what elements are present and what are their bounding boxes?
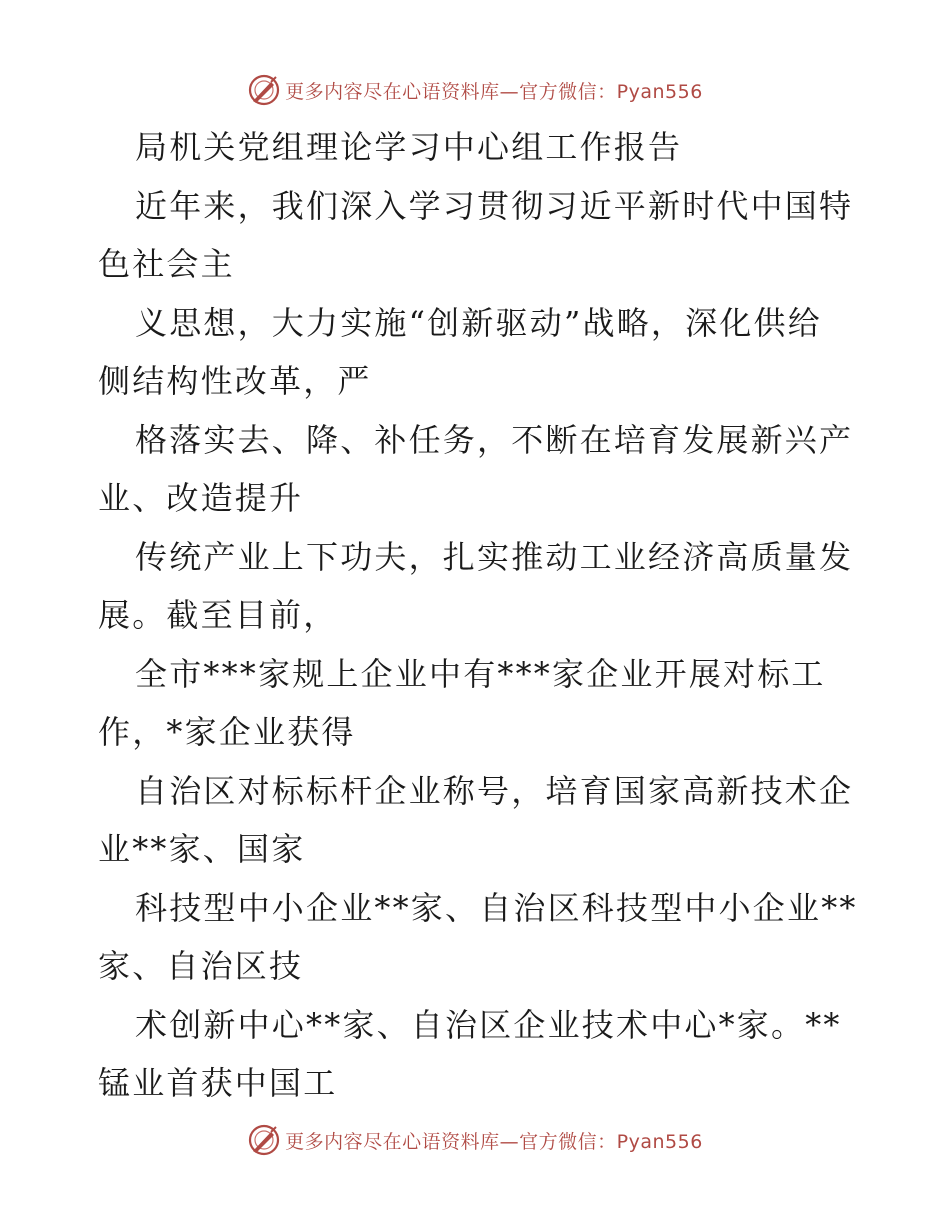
text-line: 近年来，我们深入学习贯彻习近平新时代中国特	[135, 186, 854, 225]
text-line: 义思想，大力实施“创新驱动”战略，深化供给	[135, 303, 822, 342]
text-line: 侧结构性改革，严	[98, 362, 372, 400]
text-line: 格落实去、降、补任务，不断在培育发展新兴产	[135, 420, 854, 459]
text-line: 业、改造提升	[98, 479, 304, 517]
header-banner	[0, 70, 950, 110]
text-line: 作，*家企业获得	[98, 713, 356, 751]
text-line: 全市***家规上企业中有***家企业开展对标工	[135, 654, 826, 693]
footer-banner	[0, 1120, 950, 1160]
banner-text: 更多内容尽在心语资料库—官方微信：Pyan556	[285, 1130, 703, 1153]
banner-text: 更多内容尽在心语资料库—官方微信：Pyan556	[285, 80, 703, 103]
text-line: 锰业首获中国工	[98, 1064, 338, 1102]
document-title: 局机关党组理论学习中心组工作报告	[135, 128, 683, 166]
text-line: 术创新中心**家、自治区企业技术中心*家。**	[135, 1005, 842, 1044]
text-line: 业**家、国家	[98, 830, 306, 868]
text-line: 科技型中小企业**家、自治区科技型中小企业**	[135, 888, 858, 927]
document-body	[98, 118, 858, 1113]
text-line: 自治区对标标杆企业称号，培育国家高新技术企	[135, 771, 854, 810]
text-line: 家、自治区技	[98, 947, 304, 985]
quill-pen-seal-icon	[247, 73, 281, 107]
text-line: 展。截至目前，	[98, 596, 338, 634]
text-line: 色社会主	[98, 245, 235, 283]
quill-pen-seal-icon	[247, 1123, 281, 1157]
text-line: 传统产业上下功夫，扎实推动工业经济高质量发	[135, 537, 854, 576]
